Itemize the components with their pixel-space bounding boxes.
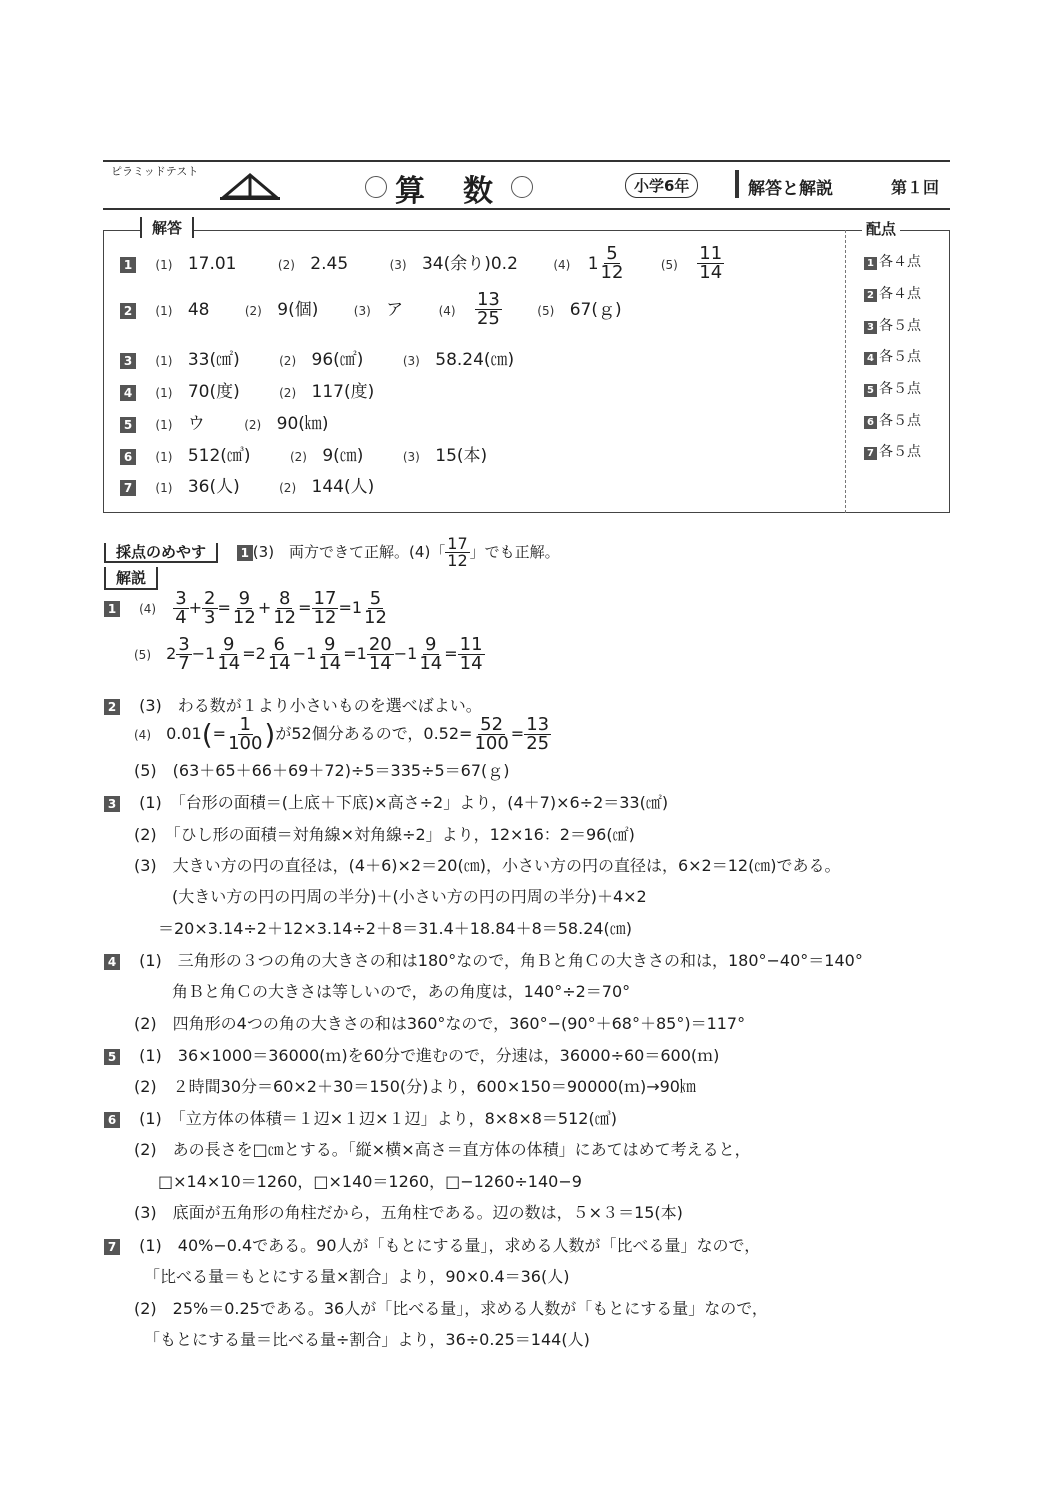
question-number: 1 — [237, 545, 253, 561]
fraction-numerator: 1 — [239, 714, 251, 735]
fraction — [215, 636, 242, 673]
answer-value: 9(個) — [277, 299, 319, 320]
fraction — [271, 590, 298, 627]
answer-value: 2.45 — [310, 253, 349, 274]
answer-row-7 — [120, 472, 374, 497]
score-text: 各４点 — [879, 254, 921, 270]
explanation-text: (1) 三角形の３つの角の大きさの和は180°なので，角Ｂと角Ｃの大きさの和は，180°−40°＝140° — [139, 951, 863, 970]
fraction-numerator: 8 — [278, 588, 291, 609]
answer-value: 33(㎠) — [187, 350, 240, 370]
fraction-numerator: 2 — [204, 588, 216, 609]
fraction-denominator: 7 — [178, 653, 190, 674]
question-number: 1 — [120, 257, 136, 273]
explanation-4-line-1 — [104, 948, 863, 971]
paren: ) — [264, 718, 276, 751]
operator: =2 — [242, 644, 266, 663]
fraction-numerator: 9 — [223, 634, 235, 655]
explanation-6-line-3: □×14×10＝1260，□×140＝1260，□−1260÷140−9 — [158, 1172, 582, 1191]
question-number: 2 — [864, 289, 877, 302]
answer-row-6 — [120, 441, 487, 466]
fraction-denominator: 12 — [273, 607, 297, 628]
answer-value: 67(ｇ) — [569, 299, 622, 320]
score-item — [864, 441, 921, 461]
operator: −1 — [191, 644, 216, 663]
answer-value: 34(余り)0.2 — [421, 253, 518, 274]
fraction — [362, 590, 389, 627]
circle-ornament-icon — [511, 176, 533, 198]
answer-value: 70(度) — [187, 382, 240, 402]
circle-ornament-icon — [365, 176, 387, 198]
explanation-5-line-1 — [104, 1043, 719, 1066]
question-number: 3 — [104, 796, 120, 812]
explanation-1-line-2 — [104, 636, 485, 673]
score-item — [864, 378, 921, 398]
fraction-numerator: 9 — [238, 588, 251, 609]
explanation-6-line-1 — [104, 1106, 617, 1129]
criteria-fraction — [445, 536, 469, 569]
question-number: 2 — [104, 699, 120, 715]
fraction-numerator: 52 — [480, 714, 504, 735]
question-number: 5 — [864, 384, 877, 397]
question-number: 5 — [120, 417, 136, 433]
sub-number: (1) — [155, 450, 173, 464]
brand-name: ピラミッドテスト — [111, 165, 199, 178]
question-number: 5 — [104, 1049, 120, 1065]
question-number: 1 — [104, 601, 120, 617]
sub-number: (1) — [155, 386, 173, 400]
answer-value: ウ — [187, 414, 205, 434]
fraction-denominator: 4 — [175, 607, 187, 628]
explanation-4-line-2: 角Ｂと角Ｃの大きさは等しいので，あの角度は，140°÷2＝70° — [172, 982, 631, 1001]
paren: ( — [201, 718, 213, 751]
sub-number: (4) — [139, 602, 157, 616]
sub-number: (1) — [155, 303, 173, 318]
sub-number: (3) — [402, 450, 420, 464]
explanation-2-line-1 — [104, 693, 482, 716]
criteria-text: 」でも正解。 — [469, 543, 560, 561]
fraction-denominator: 14 — [419, 653, 443, 674]
fraction-denominator: 100 — [228, 733, 263, 754]
whole-number: 2 — [166, 644, 177, 663]
score-item — [864, 283, 921, 303]
sub-number: (2) — [244, 418, 262, 432]
fraction-numerator: 6 — [273, 634, 285, 655]
fraction-numerator: 13 — [526, 714, 550, 735]
fraction-numerator: 3 — [178, 634, 190, 655]
operator: + — [188, 598, 203, 617]
criteria-text: (3) 両方できて正解。(4)「 — [252, 543, 446, 561]
score-text: 各５点 — [879, 318, 921, 334]
fraction — [316, 636, 343, 673]
explanation-text: 0.01 — [166, 724, 202, 743]
explanation-7-line-4: 「もとにする量＝比べる量÷割合」より，36÷0.25＝144(人) — [144, 1330, 590, 1349]
answer-fraction — [599, 245, 626, 282]
fraction-numerator: 11 — [699, 243, 723, 264]
explanation-3-line-1 — [104, 790, 668, 813]
sub-number: (2) — [279, 386, 297, 400]
explanation-3-line-2: (2) 「ひし形の面積＝対角線×対角線÷2」より，12×16：2＝96(㎠) — [134, 825, 635, 844]
answer-row-4 — [120, 377, 374, 402]
sub-number: (1) — [155, 481, 173, 495]
fraction-numerator: 3 — [175, 588, 187, 609]
question-number: 6 — [120, 449, 136, 465]
fraction — [458, 636, 485, 673]
page-header — [103, 160, 950, 210]
answers-label: 解答 — [140, 217, 194, 238]
fraction — [524, 716, 551, 753]
fraction-denominator: 12 — [313, 607, 337, 628]
divider-bar — [735, 170, 739, 198]
sub-number: (5) — [537, 303, 555, 318]
round-number: 第１回 — [891, 178, 940, 197]
explanation-4-line-3: (2) 四角形の4つの角の大きさの和は360°なので，360°−(90°＋68°＋85°)＝117° — [134, 1014, 746, 1033]
explanation-7-line-3: (2) 25%＝0.25である。36人が「比べる量」，求める人数が「もとにする量」なので， — [134, 1299, 768, 1318]
explanation-text: (1) 36×1000＝36000(ｍ)を60分で進むので，分速は，36000÷60＝600(ｍ) — [139, 1046, 720, 1065]
explanation-text: (1) 「立方体の体積＝１辺×１辺×１辺」より，8×8×8＝512(㎤) — [139, 1109, 617, 1128]
question-number: 1 — [864, 257, 877, 270]
fraction-denominator: 14 — [267, 653, 291, 674]
answer-row-5 — [120, 409, 329, 434]
sub-number: (2) — [289, 450, 307, 464]
explanation-text: (1) 「台形の面積＝(上底＋下底)×高さ÷2」より，(4＋7)×6÷2＝33(㎠) — [139, 793, 669, 812]
question-number: 7 — [104, 1239, 120, 1255]
answer-value: 17.01 — [187, 253, 237, 274]
answer-value: 144(人) — [311, 477, 375, 497]
sub-number: (1) — [155, 418, 173, 432]
answer-value: 90(㎞) — [276, 414, 329, 434]
score-text: 各５点 — [879, 349, 921, 365]
fraction-numerator: 5 — [606, 243, 618, 264]
answer-value: 96(㎠) — [311, 350, 364, 370]
explanation-7-line-1 — [104, 1233, 760, 1256]
sub-number: (3) — [353, 303, 371, 318]
fraction — [226, 716, 264, 753]
sub-number: (2) — [279, 481, 297, 495]
answer-row-1 — [120, 245, 724, 282]
answer-value: 58.24(㎝) — [435, 350, 515, 370]
fraction-denominator: 25 — [526, 733, 550, 754]
answer-row-2 — [120, 291, 622, 328]
score-text: 各４点 — [879, 286, 921, 302]
question-number: 4 — [104, 954, 120, 970]
fraction-denominator: 100 — [474, 733, 509, 754]
sub-number: (2) — [279, 354, 297, 368]
question-number: 2 — [120, 303, 136, 319]
question-number: 6 — [864, 416, 877, 429]
criteria-label: 採点のめやす — [104, 543, 218, 563]
fraction — [367, 636, 394, 673]
operator: −1 — [292, 644, 317, 663]
sub-number: (2) — [277, 257, 295, 272]
fraction-denominator: 14 — [368, 653, 392, 674]
fraction — [312, 590, 339, 627]
grade-badge: 小学6年 — [625, 173, 698, 198]
sub-number: (3) — [389, 257, 407, 272]
operator: −1 — [393, 644, 418, 663]
fraction-denominator: 25 — [476, 308, 500, 329]
fraction-numerator: 20 — [368, 634, 392, 655]
score-text: 各５点 — [879, 413, 921, 429]
question-number: 6 — [104, 1112, 120, 1128]
operator: = — [217, 598, 231, 617]
fraction-denominator: 14 — [459, 653, 483, 674]
score-text: 各５点 — [879, 381, 921, 397]
answer-value: 48 — [187, 299, 210, 320]
score-item — [864, 346, 921, 366]
grading-criteria — [104, 536, 560, 569]
sub-number: (3) — [402, 354, 420, 368]
fraction-denominator: 12 — [600, 262, 624, 283]
fraction-denominator: 14 — [217, 653, 241, 674]
answer-row-3 — [120, 345, 514, 370]
answer-value: 9(㎝) — [322, 446, 364, 466]
explanation-text: (1) 40%−0.4である。90人が「もとにする量」，求める人数が「比べる量」なので， — [139, 1236, 761, 1255]
operator: = — [510, 724, 525, 743]
score-item — [864, 315, 921, 335]
score-item — [864, 410, 921, 430]
question-number: 3 — [864, 321, 877, 334]
sub-number: (2) — [244, 303, 262, 318]
sub-number: (4) — [553, 257, 571, 272]
explanation-3-line-4: (大きい方の円の円周の半分)＋(小さい方の円の円周の半分)＋4×2 — [172, 887, 647, 906]
answer-value: 36(人) — [187, 477, 240, 497]
section-title: 解答と解説 — [748, 179, 833, 199]
score-label: 配点 — [862, 218, 900, 239]
fraction-numerator: 9 — [324, 634, 336, 655]
fraction — [202, 590, 217, 627]
answer-value: 512(㎤) — [187, 446, 251, 466]
explanation-text: (3) わる数が１より小さいものを選べばよい。 — [139, 696, 482, 715]
explanation-6-line-2: (2) あの長さを□㎝とする。「縦×横×高さ＝直方体の体積」にあてはめて考えると， — [134, 1140, 751, 1159]
operator: + — [257, 598, 272, 617]
answer-value: 117(度) — [311, 382, 375, 402]
fraction-numerator: 5 — [369, 588, 382, 609]
question-number: 3 — [120, 353, 136, 369]
pyramid-logo-icon — [220, 173, 280, 201]
score-text: 各５点 — [879, 444, 921, 460]
explanation-3-line-5: ＝20×3.14÷2＋12×3.14÷2＋8＝31.4＋18.84＋8＝58.24(㎝) — [158, 919, 633, 938]
fraction-denominator: 14 — [699, 262, 723, 283]
fraction-denominator: 12 — [232, 607, 256, 628]
fraction — [417, 636, 444, 673]
fraction-numerator: 17 — [447, 534, 468, 553]
operator: = — [212, 724, 227, 743]
fraction-denominator: 3 — [204, 607, 216, 628]
explanation-label: 解説 — [104, 567, 158, 590]
fraction-denominator: 12 — [447, 551, 468, 570]
sub-number: (5) — [660, 257, 678, 272]
score-item — [864, 251, 921, 271]
fraction — [266, 636, 293, 673]
sub-number: (1) — [155, 257, 173, 272]
sub-number: (4) — [438, 303, 456, 318]
question-number: 7 — [864, 447, 877, 460]
fraction — [176, 636, 191, 673]
fraction-denominator: 12 — [364, 607, 387, 628]
page-title: 算数 — [395, 174, 531, 209]
question-number: 4 — [120, 385, 136, 401]
operator: = — [444, 644, 458, 663]
answer-fraction — [697, 245, 724, 282]
explanation-text: が52個分あるので，0.52= — [275, 724, 473, 743]
fraction-numerator: 13 — [476, 289, 500, 310]
fraction-denominator: 14 — [318, 653, 342, 674]
fraction — [231, 590, 258, 627]
sub-number: (1) — [155, 354, 173, 368]
operator: =1 — [338, 598, 363, 617]
sub-number: (4) — [134, 728, 151, 742]
fraction — [173, 590, 188, 627]
answer-fraction — [475, 291, 502, 328]
fraction — [472, 716, 510, 753]
operator: = — [298, 598, 312, 617]
explanation-2-line-3: (5) (63＋65＋66＋69＋72)÷5＝335÷5＝67(ｇ) — [134, 761, 510, 780]
fraction-numerator: 17 — [313, 588, 337, 609]
explanation-3-line-3: (3) 大きい方の円の直径は，(4＋6)×2＝20(㎝)，小さい方の円の直径は，6×2＝12(㎝)である。 — [134, 856, 841, 875]
explanation-1-line-1 — [104, 590, 389, 627]
answer-whole: 1 — [587, 253, 599, 274]
fraction-numerator: 9 — [425, 634, 437, 655]
answer-value: 15(本) — [435, 446, 488, 466]
explanation-5-line-2: (2) ２時間30分＝60×2＋30＝150(分)より，600×150＝90000(ｍ)→90㎞ — [134, 1077, 696, 1096]
answer-value: ア — [386, 299, 404, 320]
score-column-divider — [845, 230, 846, 513]
operator: =1 — [343, 644, 367, 663]
explanation-2-line-2 — [104, 716, 551, 753]
explanation-6-line-4: (3) 底面が五角形の角柱だから，五角柱である。辺の数は，５×３＝15(本) — [134, 1203, 683, 1222]
sub-number: (5) — [134, 648, 151, 662]
fraction-numerator: 11 — [459, 634, 483, 655]
question-number: 7 — [120, 480, 136, 496]
explanation-7-line-2: 「比べる量＝もとにする量×割合」より，90×0.4＝36(人) — [144, 1267, 570, 1286]
question-number: 4 — [864, 352, 877, 365]
